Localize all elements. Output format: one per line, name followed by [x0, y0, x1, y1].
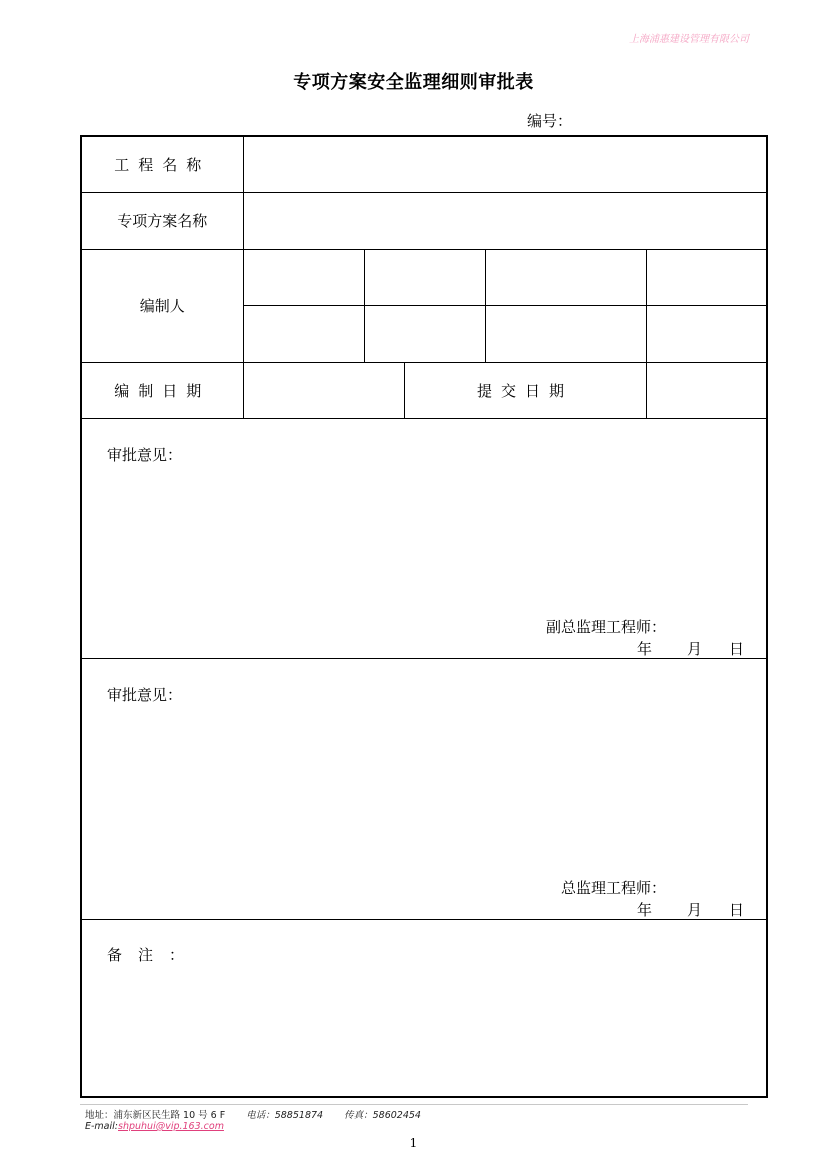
footer-phone: 电话：58851874	[246, 1110, 324, 1121]
footer-email-line	[85, 1121, 224, 1132]
submit-date-field[interactable]	[646, 362, 767, 418]
compiler-cell[interactable]	[364, 305, 485, 362]
compiler-cell[interactable]	[243, 305, 364, 362]
footer-address: 地址：浦东新区民生路 10 号 6 F	[85, 1110, 226, 1121]
compiler-cell[interactable]	[485, 305, 646, 362]
compile-date-label: 编制日期	[81, 362, 243, 418]
footer-email-link[interactable]: shpuhui@vip.163.com	[118, 1121, 224, 1132]
compiler-cell[interactable]	[485, 249, 646, 305]
page-number: 1	[409, 1136, 418, 1150]
compiler-label: 编制人	[81, 249, 243, 362]
footer-divider	[80, 1104, 748, 1105]
compiler-cell[interactable]	[646, 305, 767, 362]
compiler-cell[interactable]	[243, 249, 364, 305]
day-label: 日	[728, 900, 744, 919]
date-line	[637, 899, 744, 920]
footer-fax: 传真：58602454	[344, 1110, 421, 1121]
opinion-label: 审批意见：	[107, 445, 183, 464]
year-label: 年	[636, 900, 652, 919]
footer-email-label: E-mail:	[85, 1121, 118, 1132]
approval-form-table	[80, 135, 768, 1098]
compile-date-field[interactable]	[243, 362, 404, 418]
remarks-section[interactable]	[81, 919, 767, 1097]
compiler-cell[interactable]	[364, 249, 485, 305]
month-label: 月	[686, 900, 702, 919]
project-name-label: 工程名称	[81, 136, 243, 192]
remarks-label: 备注：	[107, 945, 201, 964]
opinion-section-2[interactable]	[81, 658, 767, 919]
number-label: 编号：	[527, 112, 573, 130]
year-label: 年	[636, 639, 652, 658]
opinion-label: 审批意见：	[107, 685, 183, 704]
plan-name-label: 专项方案名称	[81, 192, 243, 249]
opinion-section-1[interactable]	[81, 418, 767, 658]
date-line	[637, 638, 744, 659]
day-label: 日	[728, 639, 744, 658]
plan-name-field[interactable]	[243, 192, 767, 249]
month-label: 月	[686, 639, 702, 658]
chief-supervisor-label: 总监理工程师：	[560, 878, 666, 897]
page-title: 专项方案安全监理细则审批表	[293, 72, 534, 93]
footer-contact	[85, 1107, 421, 1121]
project-name-field[interactable]	[243, 136, 767, 192]
company-name: 上海浦惠建设管理有限公司	[629, 34, 749, 45]
submit-date-label: 提交日期	[404, 362, 646, 418]
deputy-chief-supervisor-label: 副总监理工程师：	[545, 617, 666, 636]
compiler-cell[interactable]	[646, 249, 767, 305]
